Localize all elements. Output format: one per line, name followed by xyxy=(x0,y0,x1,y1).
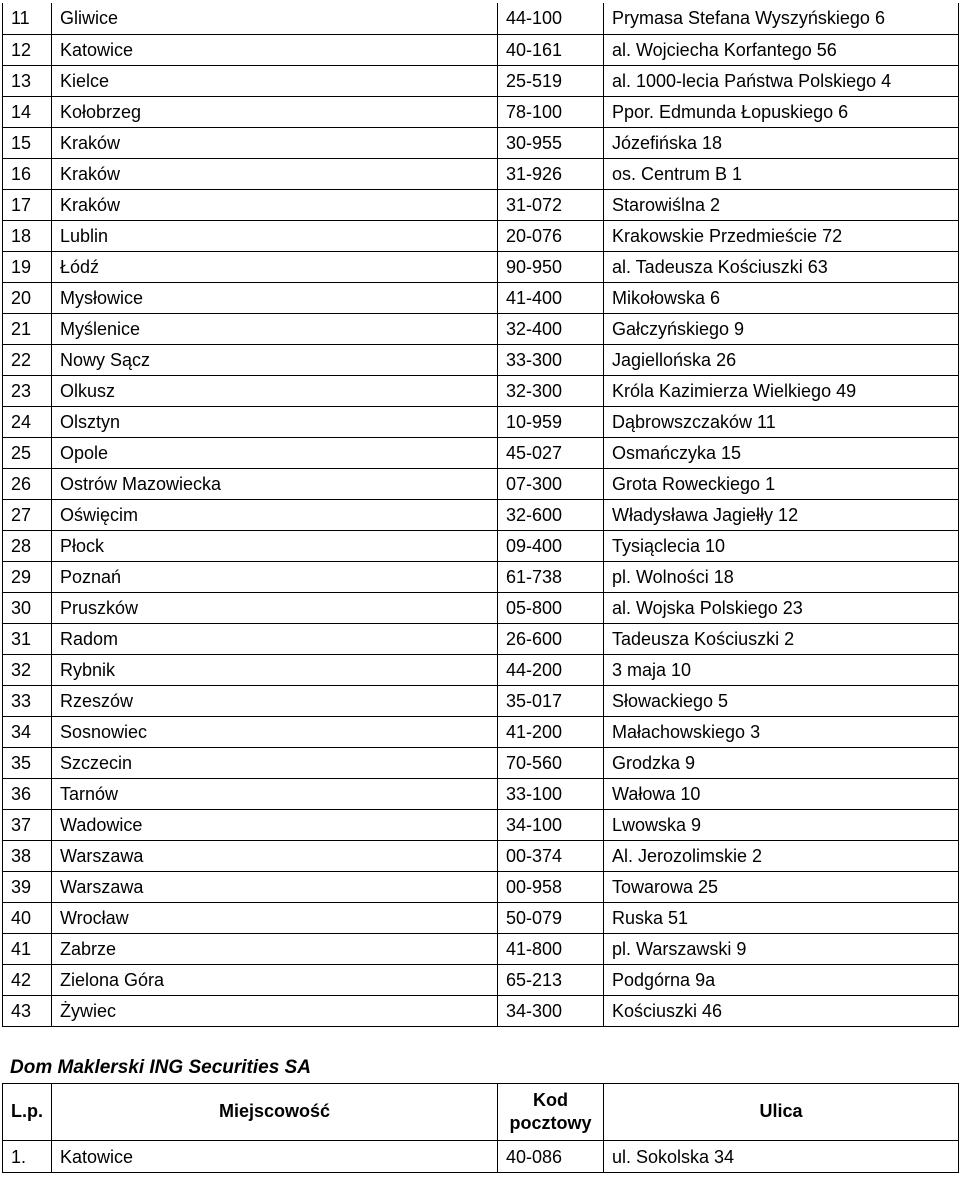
cell-city: Nowy Sącz xyxy=(52,344,498,375)
table-row xyxy=(3,778,959,809)
cell-postal-code: 32-300 xyxy=(498,375,604,406)
cell-lp: 40 xyxy=(3,902,52,933)
cell-street: Ppor. Edmunda Łopuskiego 6 xyxy=(604,96,959,127)
cell-city: Szczecin xyxy=(52,747,498,778)
cell-lp: 24 xyxy=(3,406,52,437)
cell-street: Starowiślna 2 xyxy=(604,189,959,220)
cell-lp: 37 xyxy=(3,809,52,840)
table-row xyxy=(3,282,959,313)
cell-city: Mysłowice xyxy=(52,282,498,313)
cell-street: Tysiąclecia 10 xyxy=(604,530,959,561)
cell-lp: 20 xyxy=(3,282,52,313)
cell-street: Towarowa 25 xyxy=(604,871,959,902)
cell-city: Katowice xyxy=(52,34,498,65)
cell-postal-code: 41-800 xyxy=(498,933,604,964)
table-row xyxy=(3,747,959,778)
cell-lp: 34 xyxy=(3,716,52,747)
cell-postal-code: 41-200 xyxy=(498,716,604,747)
table-row xyxy=(3,902,959,933)
table-row xyxy=(3,685,959,716)
cell-street: al. 1000-lecia Państwa Polskiego 4 xyxy=(604,65,959,96)
cell-lp: 32 xyxy=(3,654,52,685)
cell-city: Olkusz xyxy=(52,375,498,406)
cell-city: Rzeszów xyxy=(52,685,498,716)
table-row xyxy=(3,3,959,34)
table-row xyxy=(3,34,959,65)
cell-lp: 14 xyxy=(3,96,52,127)
cell-postal-code: 90-950 xyxy=(498,251,604,282)
cell-street: al. Wojciecha Korfantego 56 xyxy=(604,34,959,65)
table-row xyxy=(3,933,959,964)
cell-street: Słowackiego 5 xyxy=(604,685,959,716)
header-postal-code: Kod pocztowy xyxy=(498,1084,604,1141)
cell-lp: 15 xyxy=(3,127,52,158)
table-row xyxy=(3,313,959,344)
cell-postal-code: 30-955 xyxy=(498,127,604,158)
table-row xyxy=(3,530,959,561)
cell-postal-code: 10-959 xyxy=(498,406,604,437)
cell-street: Prymasa Stefana Wyszyńskiego 6 xyxy=(604,3,959,34)
table-row xyxy=(3,623,959,654)
ing-branch-table xyxy=(2,1083,959,1173)
cell-street: Tadeusza Kościuszki 2 xyxy=(604,623,959,654)
cell-lp: 39 xyxy=(3,871,52,902)
cell-postal-code: 65-213 xyxy=(498,964,604,995)
cell-city: Kołobrzeg xyxy=(52,96,498,127)
cell-postal-code: 45-027 xyxy=(498,437,604,468)
cell-lp: 43 xyxy=(3,995,52,1026)
cell-postal-code: 34-300 xyxy=(498,995,604,1026)
table-row xyxy=(3,189,959,220)
table-row xyxy=(3,840,959,871)
cell-street: Osmańczyka 15 xyxy=(604,437,959,468)
cell-city: Kraków xyxy=(52,158,498,189)
cell-street: Małachowskiego 3 xyxy=(604,716,959,747)
cell-postal-code: 61-738 xyxy=(498,561,604,592)
cell-city: Tarnów xyxy=(52,778,498,809)
cell-postal-code: 78-100 xyxy=(498,96,604,127)
cell-postal-code: 32-400 xyxy=(498,313,604,344)
cell-lp: 29 xyxy=(3,561,52,592)
cell-postal-code: 31-926 xyxy=(498,158,604,189)
cell-city: Wadowice xyxy=(52,809,498,840)
table-row xyxy=(3,995,959,1026)
table-header-row xyxy=(3,1084,959,1141)
cell-lp: 16 xyxy=(3,158,52,189)
table-row xyxy=(3,964,959,995)
section-title: Dom Maklerski ING Securities SA xyxy=(10,1057,311,1078)
cell-postal-code: 40-086 xyxy=(498,1141,604,1173)
cell-city: Łódź xyxy=(52,251,498,282)
cell-street: Dąbrowszczaków 11 xyxy=(604,406,959,437)
cell-postal-code: 00-958 xyxy=(498,871,604,902)
table-row xyxy=(3,251,959,282)
table-row xyxy=(3,654,959,685)
cell-street: Króla Kazimierza Wielkiego 49 xyxy=(604,375,959,406)
cell-postal-code: 25-519 xyxy=(498,65,604,96)
cell-city: Myślenice xyxy=(52,313,498,344)
cell-postal-code: 05-800 xyxy=(498,592,604,623)
cell-lp: 28 xyxy=(3,530,52,561)
cell-postal-code: 20-076 xyxy=(498,220,604,251)
cell-street: Józefińska 18 xyxy=(604,127,959,158)
cell-postal-code: 31-072 xyxy=(498,189,604,220)
cell-city: Zielona Góra xyxy=(52,964,498,995)
table-row xyxy=(3,220,959,251)
cell-city: Poznań xyxy=(52,561,498,592)
cell-street: al. Wojska Polskiego 23 xyxy=(604,592,959,623)
header-lp: L.p. xyxy=(3,1084,52,1141)
table-row xyxy=(3,468,959,499)
cell-city: Ostrów Mazowiecka xyxy=(52,468,498,499)
cell-street: Podgórna 9a xyxy=(604,964,959,995)
table-row xyxy=(3,375,959,406)
table-row xyxy=(3,561,959,592)
cell-street: pl. Warszawski 9 xyxy=(604,933,959,964)
cell-city: Lublin xyxy=(52,220,498,251)
cell-lp: 33 xyxy=(3,685,52,716)
cell-street: Jagiellońska 26 xyxy=(604,344,959,375)
cell-city: Kielce xyxy=(52,65,498,96)
cell-lp: 18 xyxy=(3,220,52,251)
cell-street: os. Centrum B 1 xyxy=(604,158,959,189)
cell-postal-code: 44-200 xyxy=(498,654,604,685)
cell-street: Wałowa 10 xyxy=(604,778,959,809)
cell-postal-code: 26-600 xyxy=(498,623,604,654)
branch-table xyxy=(2,3,959,1027)
cell-lp: 12 xyxy=(3,34,52,65)
cell-postal-code: 33-300 xyxy=(498,344,604,375)
table-row xyxy=(3,592,959,623)
cell-street: Grota Roweckiego 1 xyxy=(604,468,959,499)
cell-city: Kraków xyxy=(52,127,498,158)
cell-lp: 31 xyxy=(3,623,52,654)
header-city: Miejscowość xyxy=(52,1084,498,1141)
cell-street: pl. Wolności 18 xyxy=(604,561,959,592)
cell-lp: 21 xyxy=(3,313,52,344)
cell-postal-code: 35-017 xyxy=(498,685,604,716)
cell-city: Sosnowiec xyxy=(52,716,498,747)
header-street: Ulica xyxy=(604,1084,959,1141)
table-row xyxy=(3,127,959,158)
cell-lp: 35 xyxy=(3,747,52,778)
cell-lp: 27 xyxy=(3,499,52,530)
cell-city: Radom xyxy=(52,623,498,654)
cell-city: Pruszków xyxy=(52,592,498,623)
cell-city: Oświęcim xyxy=(52,499,498,530)
table-row xyxy=(3,809,959,840)
cell-postal-code: 70-560 xyxy=(498,747,604,778)
cell-postal-code: 40-161 xyxy=(498,34,604,65)
cell-city: Wrocław xyxy=(52,902,498,933)
cell-city: Płock xyxy=(52,530,498,561)
table-row xyxy=(3,499,959,530)
cell-lp: 38 xyxy=(3,840,52,871)
cell-postal-code: 00-374 xyxy=(498,840,604,871)
cell-street: Al. Jerozolimskie 2 xyxy=(604,840,959,871)
cell-street: ul. Sokolska 34 xyxy=(604,1141,959,1173)
table-row xyxy=(3,158,959,189)
cell-city: Kraków xyxy=(52,189,498,220)
cell-street: Gałczyńskiego 9 xyxy=(604,313,959,344)
cell-street: Ruska 51 xyxy=(604,902,959,933)
cell-city: Olsztyn xyxy=(52,406,498,437)
cell-street: Grodzka 9 xyxy=(604,747,959,778)
cell-postal-code: 41-400 xyxy=(498,282,604,313)
cell-postal-code: 44-100 xyxy=(498,3,604,34)
cell-city: Warszawa xyxy=(52,871,498,902)
cell-street: Mikołowska 6 xyxy=(604,282,959,313)
cell-postal-code: 32-600 xyxy=(498,499,604,530)
cell-lp: 13 xyxy=(3,65,52,96)
table-row xyxy=(3,344,959,375)
cell-postal-code: 33-100 xyxy=(498,778,604,809)
cell-lp: 36 xyxy=(3,778,52,809)
cell-street: al. Tadeusza Kościuszki 63 xyxy=(604,251,959,282)
cell-street: Krakowskie Przedmieście 72 xyxy=(604,220,959,251)
cell-postal-code: 09-400 xyxy=(498,530,604,561)
cell-postal-code: 07-300 xyxy=(498,468,604,499)
cell-city: Żywiec xyxy=(52,995,498,1026)
cell-lp: 1. xyxy=(3,1141,52,1173)
cell-city: Gliwice xyxy=(52,3,498,34)
cell-lp: 25 xyxy=(3,437,52,468)
table-row xyxy=(3,65,959,96)
cell-lp: 19 xyxy=(3,251,52,282)
cell-lp: 17 xyxy=(3,189,52,220)
cell-street: 3 maja 10 xyxy=(604,654,959,685)
table-row xyxy=(3,1141,959,1173)
cell-street: Władysława Jagiełły 12 xyxy=(604,499,959,530)
cell-city: Warszawa xyxy=(52,840,498,871)
cell-city: Opole xyxy=(52,437,498,468)
cell-lp: 23 xyxy=(3,375,52,406)
cell-city: Katowice xyxy=(52,1141,498,1173)
cell-postal-code: 34-100 xyxy=(498,809,604,840)
cell-lp: 22 xyxy=(3,344,52,375)
table-row xyxy=(3,871,959,902)
cell-lp: 30 xyxy=(3,592,52,623)
cell-lp: 11 xyxy=(3,3,52,34)
cell-city: Zabrze xyxy=(52,933,498,964)
cell-lp: 42 xyxy=(3,964,52,995)
cell-lp: 26 xyxy=(3,468,52,499)
table-row xyxy=(3,406,959,437)
cell-postal-code: 50-079 xyxy=(498,902,604,933)
cell-street: Kościuszki 46 xyxy=(604,995,959,1026)
cell-street: Lwowska 9 xyxy=(604,809,959,840)
table-row xyxy=(3,437,959,468)
table-row xyxy=(3,96,959,127)
table-row xyxy=(3,716,959,747)
cell-lp: 41 xyxy=(3,933,52,964)
cell-city: Rybnik xyxy=(52,654,498,685)
